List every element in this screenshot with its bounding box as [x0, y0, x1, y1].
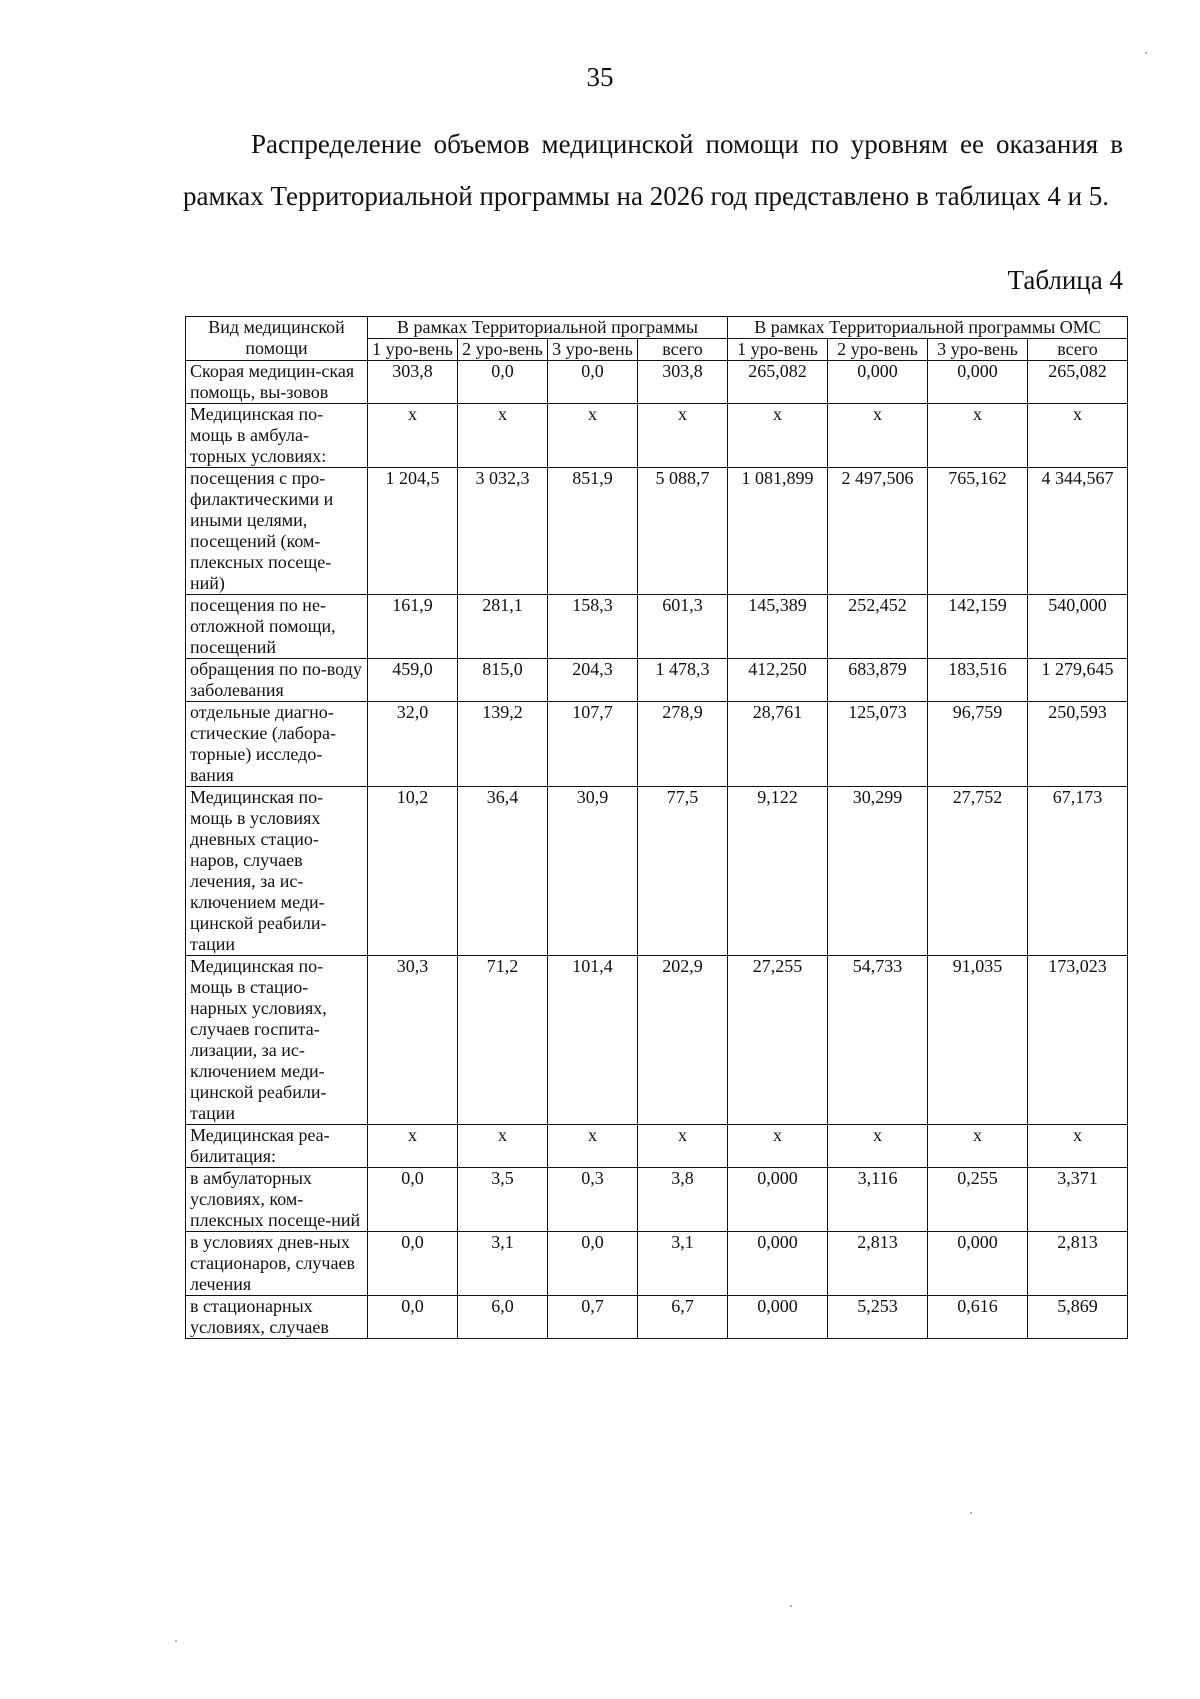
table-cell: 0,000 — [728, 1232, 828, 1296]
header-level: 3 уро-вень — [548, 339, 638, 361]
header-level: 2 уро-вень — [458, 339, 548, 361]
table-cell: 3 032,3 — [458, 468, 548, 595]
table-row — [186, 702, 1128, 787]
table-cell: 67,173 — [1028, 787, 1128, 956]
table-cell: 142,159 — [928, 595, 1028, 659]
table-cell: 0,0 — [368, 1168, 458, 1232]
table-cell: 2 497,506 — [828, 468, 928, 595]
table-cell: 28,761 — [728, 702, 828, 787]
volumes-table — [185, 316, 1128, 1339]
table-cell: 0,0 — [368, 1232, 458, 1296]
table-row — [186, 404, 1128, 468]
table-cell: 4 344,567 — [1028, 468, 1128, 595]
table-cell: 0,0 — [548, 361, 638, 404]
table-cell: 0,616 — [928, 1296, 1028, 1339]
table-cell: 281,1 — [458, 595, 548, 659]
table-cell: х — [1028, 404, 1128, 468]
table-cell: 3,1 — [638, 1232, 728, 1296]
table-cell: 96,759 — [928, 702, 1028, 787]
table-cell: 1 279,645 — [1028, 659, 1128, 702]
table-cell: 3,371 — [1028, 1168, 1128, 1232]
table-cell: 250,593 — [1028, 702, 1128, 787]
table-cell: 158,3 — [548, 595, 638, 659]
table-cell: х — [458, 404, 548, 468]
table-cell: 0,3 — [548, 1168, 638, 1232]
table-cell: 252,452 — [828, 595, 928, 659]
row-label: в амбулаторных условиях, ком-плексных посеще-ний — [186, 1168, 368, 1232]
table-body — [186, 361, 1128, 1339]
row-label: посещения по не-отложной помощи, посещений — [186, 595, 368, 659]
table-cell: 412,250 — [728, 659, 828, 702]
table-cell: х — [928, 1125, 1028, 1168]
scan-speck — [970, 1512, 972, 1514]
table-cell: 27,255 — [728, 956, 828, 1125]
table-cell: 3,1 — [458, 1232, 548, 1296]
table-cell: 30,299 — [828, 787, 928, 956]
table-cell: 161,9 — [368, 595, 458, 659]
table-cell: 0,000 — [728, 1168, 828, 1232]
table-cell: 6,0 — [458, 1296, 548, 1339]
scan-speck — [175, 1640, 177, 1642]
row-label: Медицинская реа-билитация: — [186, 1125, 368, 1168]
header-level: 1 уро-вень — [368, 339, 458, 361]
table-cell: 5,869 — [1028, 1296, 1128, 1339]
table-cell: х — [1028, 1125, 1128, 1168]
table-cell: 202,9 — [638, 956, 728, 1125]
table-cell: 5 088,7 — [638, 468, 728, 595]
scan-speck — [1145, 52, 1147, 54]
table-cell: 765,162 — [928, 468, 1028, 595]
table-cell: 10,2 — [368, 787, 458, 956]
row-label: отдельные диагно-стические (лабора-торные) исследо-вания — [186, 702, 368, 787]
table-cell: х — [638, 1125, 728, 1168]
header-level: всего — [1028, 339, 1128, 361]
table-cell: 3,116 — [828, 1168, 928, 1232]
table-cell: х — [728, 1125, 828, 1168]
page-number: 35 — [586, 62, 614, 92]
intro-text: Распределение объемов медицинской помощи по уровням ее оказания в рамках Территориальной программы на 2026 год представлено в таблицах 4 и 5. — [183, 129, 1123, 211]
row-label: Скорая медицин-ская помощь, вы-зовов — [186, 361, 368, 404]
table-cell: 3,8 — [638, 1168, 728, 1232]
header-group-oms: В рамках Территориальной программы ОМС — [728, 317, 1128, 339]
table-cell: 0,0 — [368, 1296, 458, 1339]
table-cell: 0,0 — [458, 361, 548, 404]
table-cell: 5,253 — [828, 1296, 928, 1339]
table-cell: 77,5 — [638, 787, 728, 956]
table-row — [186, 1125, 1128, 1168]
table-cell: х — [368, 404, 458, 468]
table-cell: 0,000 — [828, 361, 928, 404]
table-cell: 2,813 — [1028, 1232, 1128, 1296]
table-cell: 0,000 — [728, 1296, 828, 1339]
table-row — [186, 659, 1128, 702]
row-label: посещения с про-филактическими и иными целями, посещений (ком-плексных посеще-ний) — [186, 468, 368, 595]
table-caption: Таблица 4 — [1007, 265, 1123, 295]
table-cell: 265,082 — [1028, 361, 1128, 404]
row-label: Медицинская по-мощь в условиях дневных стацио-наров, случаев лечения, за ис-ключением меди-цинской реабили-тации — [186, 787, 368, 956]
table-cell: 36,4 — [458, 787, 548, 956]
table-cell: х — [548, 404, 638, 468]
table-cell: 204,3 — [548, 659, 638, 702]
table-cell: 30,3 — [368, 956, 458, 1125]
table-cell: 139,2 — [458, 702, 548, 787]
table-cell: 1 204,5 — [368, 468, 458, 595]
table-cell: 3,5 — [458, 1168, 548, 1232]
table-cell: 173,023 — [1028, 956, 1128, 1125]
table-cell: х — [828, 404, 928, 468]
table-cell: 183,516 — [928, 659, 1028, 702]
header-group-territorial: В рамках Территориальной программы — [368, 317, 728, 339]
table-cell: 0,000 — [928, 361, 1028, 404]
table-cell: 32,0 — [368, 702, 458, 787]
intro-paragraph — [183, 118, 1123, 222]
table-header-row-1 — [186, 317, 1128, 339]
table-cell: х — [458, 1125, 548, 1168]
table-cell: 1 081,899 — [728, 468, 828, 595]
table-cell: 9,122 — [728, 787, 828, 956]
table-row — [186, 1168, 1128, 1232]
row-label: обращения по по-воду заболевания — [186, 659, 368, 702]
table-cell: х — [828, 1125, 928, 1168]
table-row — [186, 1232, 1128, 1296]
table-cell: 54,733 — [828, 956, 928, 1125]
row-label: в стационарных условиях, случаев — [186, 1296, 368, 1339]
table-row — [186, 956, 1128, 1125]
table-cell: 303,8 — [638, 361, 728, 404]
table-cell: 1 478,3 — [638, 659, 728, 702]
table-cell: х — [638, 404, 728, 468]
table-cell: 107,7 — [548, 702, 638, 787]
table-cell: х — [368, 1125, 458, 1168]
header-level: всего — [638, 339, 728, 361]
table-cell: 815,0 — [458, 659, 548, 702]
table-cell: 27,752 — [928, 787, 1028, 956]
table-cell: 145,389 — [728, 595, 828, 659]
table-cell: 459,0 — [368, 659, 458, 702]
table-cell: 0,000 — [928, 1232, 1028, 1296]
table-cell: х — [928, 404, 1028, 468]
header-level: 1 уро-вень — [728, 339, 828, 361]
table-cell: 683,879 — [828, 659, 928, 702]
table-cell: 601,3 — [638, 595, 728, 659]
table-row — [186, 1296, 1128, 1339]
row-label: Медицинская по-мощь в стацио-нарных условиях, случаев госпита-лизации, за ис-ключением меди-цинской реабили-тации — [186, 956, 368, 1125]
table-cell: 101,4 — [548, 956, 638, 1125]
table-cell: 0,255 — [928, 1168, 1028, 1232]
row-label: Медицинская по-мощь в амбула-торных условиях: — [186, 404, 368, 468]
table-row — [186, 468, 1128, 595]
table-cell: х — [548, 1125, 638, 1168]
table-cell: 265,082 — [728, 361, 828, 404]
table-cell: 303,8 — [368, 361, 458, 404]
table-cell: 851,9 — [548, 468, 638, 595]
table-cell: х — [728, 404, 828, 468]
table-cell: 0,0 — [548, 1232, 638, 1296]
table-cell: 91,035 — [928, 956, 1028, 1125]
table-cell: 0,7 — [548, 1296, 638, 1339]
table-cell: 71,2 — [458, 956, 548, 1125]
table-cell: 2,813 — [828, 1232, 928, 1296]
table-cell: 125,073 — [828, 702, 928, 787]
table-cell: 30,9 — [548, 787, 638, 956]
header-level: 2 уро-вень — [828, 339, 928, 361]
table-cell: 540,000 — [1028, 595, 1128, 659]
header-row-label: Вид медицинской помощи — [186, 317, 368, 361]
table-cell: 6,7 — [638, 1296, 728, 1339]
header-level: 3 уро-вень — [928, 339, 1028, 361]
table-row — [186, 361, 1128, 404]
table-cell: 278,9 — [638, 702, 728, 787]
table-row — [186, 787, 1128, 956]
table-row — [186, 595, 1128, 659]
scan-speck — [790, 1605, 792, 1607]
row-label: в условиях днев-ных стационаров, случаев лечения — [186, 1232, 368, 1296]
